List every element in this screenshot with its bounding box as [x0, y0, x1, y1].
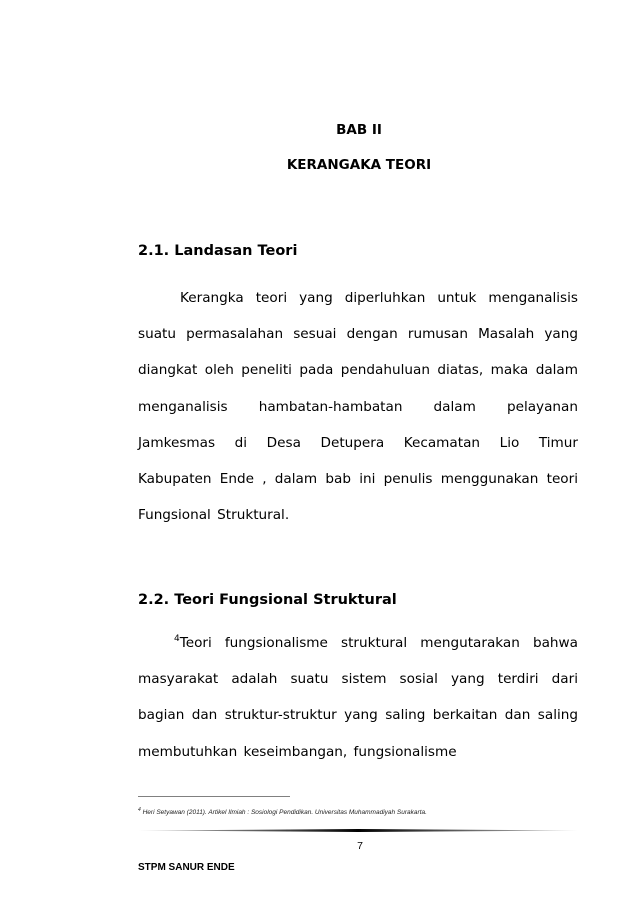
chapter-number: BAB II — [336, 122, 382, 138]
chapter-title: KERANGAKA TEORI — [286, 157, 432, 173]
footnote-reference: 4 — [174, 634, 180, 644]
footnote-marker: 4 — [138, 807, 141, 813]
paragraph-landasan-teori: Kerangka teori yang diperluhkan untuk menganalisis suatu permasalahan sesuai dengan rumusan Masalah yang diangkat oleh peneliti pada pendahuluan diatas, maka dalam menganalisis hambatan-hambatan dalam pelayanan Jamkesmas di Desa Detupera Kecamatan Lio Timur Kabupaten Ende , dalam bab ini penulis menggunakan teori Fungsional Struktural. — [138, 290, 578, 524]
footnote — [138, 807, 427, 816]
footer-institution: STPM SANUR ENDE — [138, 862, 235, 873]
footnote-text: Heri Setyawan (2011). Artikel Ilmiah : Sosiologi Pendidikan. Universitas Muhammadiyah Surakarta. — [142, 809, 427, 817]
section-heading-landasan-teori: 2.1. Landasan Teori — [138, 243, 298, 259]
footer-divider — [138, 829, 578, 832]
paragraph-teori-fungsional — [138, 625, 578, 770]
section-heading-teori-fungsional: 2.2. Teori Fungsional Struktural — [138, 592, 397, 608]
footnote-separator — [138, 796, 290, 797]
page-number: 7 — [357, 840, 363, 852]
paragraph-text: Teori fungsionalisme struktural mengutarakan bahwa masyarakat adalah suatu sistem sosial yang terdiri dari bagian dan struktur-struktur yang saling berkaitan dan saling membutuhkan keseimbangan, fungsionalisme — [138, 635, 578, 760]
